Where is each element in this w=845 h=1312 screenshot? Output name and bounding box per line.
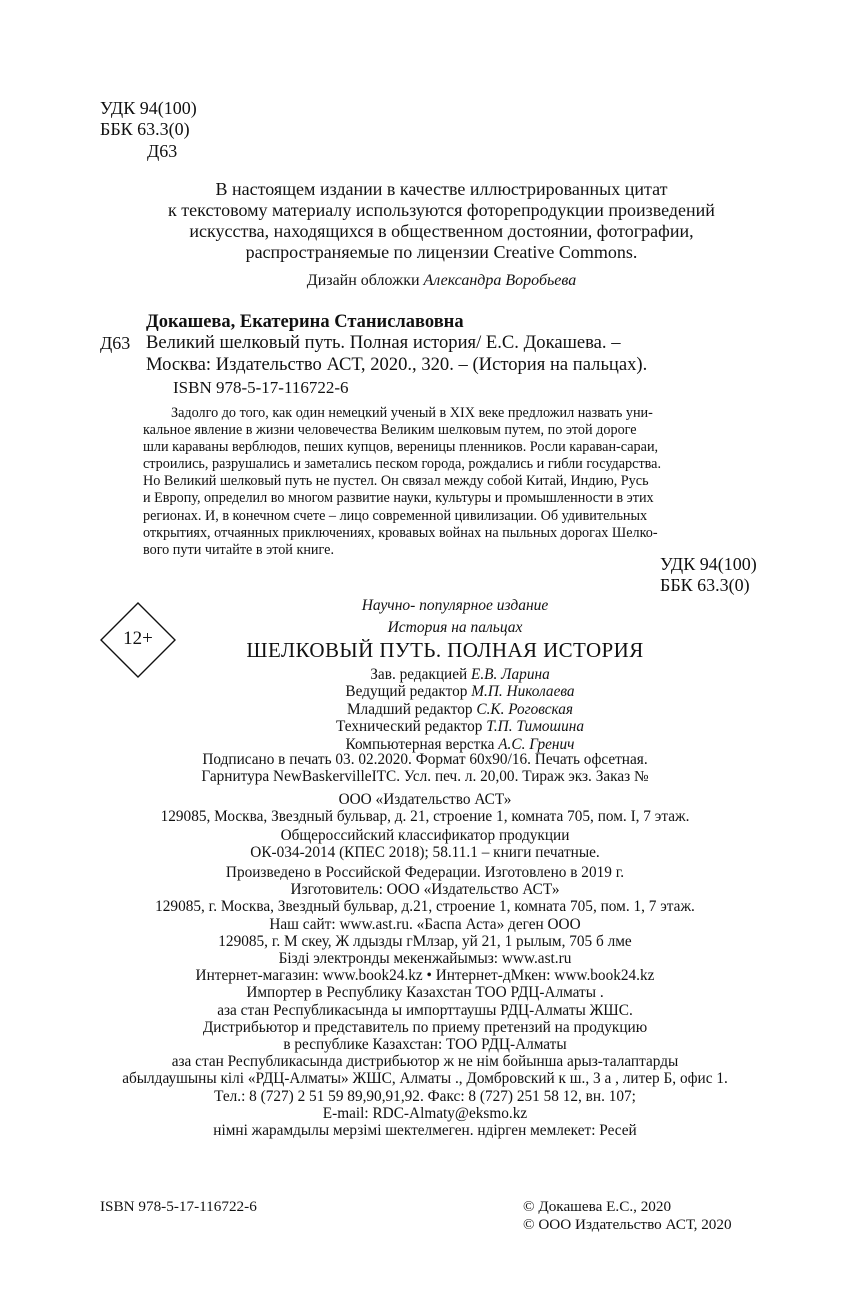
annotation-line: вого пути читайте в этой книге. xyxy=(143,541,334,558)
illustration-notice xyxy=(100,179,783,263)
notice-line: распространяемые по лицензии Creative Commons. xyxy=(245,242,638,262)
annotation-line: регионах. И, в конечном счете – лицо современной цивилизации. Об удивительных xyxy=(143,507,648,524)
annotation-line: Но Великий шелковый путь не пустел. Он связал между собой Китай, Индию, Русь xyxy=(143,473,649,490)
age-rating-text: 12+ xyxy=(123,628,153,649)
credit-role: Компьютерная верстка xyxy=(345,735,495,753)
manufacture-line: в республике Казахстан: ТОО РДЦ-Алматы xyxy=(283,1036,567,1054)
bbk-code-right: ББК 63.3(0) xyxy=(660,575,750,595)
footer-isbn: ISBN 978-5-17-116722-6 xyxy=(100,1198,257,1215)
credit-role: Ведущий редактор xyxy=(345,683,468,701)
annotation-line: Задолго до того, как один немецкий ученый в XIX веке предложил назвать уни- xyxy=(171,405,653,421)
publisher-info xyxy=(80,791,770,825)
manufacture-line: Изготовитель: ООО «Издательство АСТ» xyxy=(290,881,560,899)
catalog-publisher-line: Москва: Издательство АСТ, 2020., 320. – (История на пальцах). xyxy=(146,354,648,375)
annotation-line: и Европу, определил во многом развитие науки, культуры и промышленности в этих xyxy=(143,490,654,507)
manufacture-line: 129085, г. Москва, Звездный бульвар, д.21, строение 1, комната 705, пом. 1, 7 этаж. xyxy=(155,898,695,916)
manufacture-line: 129085, г. М скеу, Ж лдызды гМлзар, уй 21, 1 рылым, 705 б лме xyxy=(218,932,632,950)
classifier-info-line: Общероссийский классификатор продукции xyxy=(280,827,570,844)
publisher-info-line: 129085, Москва, Звездный бульвар, д. 21, строение 1, комната 705, пом. I, 7 этаж. xyxy=(160,808,690,826)
footer-copyright-publisher: © ООО Издательство АСТ, 2020 xyxy=(523,1216,732,1233)
notice-line: В настоящем издании в качестве иллюстрированных цитат xyxy=(215,179,668,199)
catalog-author: Докашева, Екатерина Станиславовна xyxy=(146,312,464,332)
author-mark: Д63 xyxy=(147,141,178,161)
cover-design-credit xyxy=(100,271,783,291)
bbk-code: ББК 63.3(0) xyxy=(100,119,190,139)
annotation-line: кальное явление в жизни человечества Великим шелковым путем, по этой дороге xyxy=(143,422,637,439)
credit-name: С.К. Роговская xyxy=(476,700,574,718)
udk-code: УДК 94(100) xyxy=(100,98,197,118)
credit-name: Т.П. Тимошина xyxy=(486,718,584,736)
classifier-info-line: ОК-034-2014 (КПЕС 2018); 58.11.1 – книги печатные. xyxy=(250,844,600,862)
manufacture-line: абылдаушыны кілі «РДЦ-Алматы» ЖШС, Алматы ., Домбровский к ш., 3 а , литер Б, офис 1. xyxy=(122,1070,728,1088)
annotation-line: шли караваны верблюдов, пеших купцов, вереницы пленников. Росли караван-сараи, xyxy=(143,439,659,456)
manufacture-line: Наш сайт: www.ast.ru. «Баспа Аста» деген ООО xyxy=(269,915,581,933)
manufacture-line: Тел.: 8 (727) 2 51 59 89,90,91,92. Факс: 8 (727) 251 58 12, вн. 107; xyxy=(214,1087,636,1105)
credit-name: Е.В. Ларина xyxy=(471,666,550,683)
manufacture-info xyxy=(80,864,770,1139)
series-label: История на пальцах xyxy=(387,619,523,636)
credit-row xyxy=(200,666,720,683)
catalog-mark: Д63 xyxy=(100,333,131,353)
credit-row xyxy=(200,701,720,718)
cover-design-label: Дизайн обложки xyxy=(306,272,420,289)
udk-code-right: УДК 94(100) xyxy=(660,554,757,574)
manufacture-line: Импортер в Республику Казахстан ТОО РДЦ-Алматы . xyxy=(246,984,604,1002)
credit-name: А.С. Гренич xyxy=(498,735,575,753)
manufacture-line: аза стан Республикасында ы импорттаушы РДЦ-Алматы ЖШС. xyxy=(217,1001,633,1019)
credit-name: М.П. Николаева xyxy=(471,683,575,701)
annotation-line: открытиях, отчаянных приключениях, кровавых войнах на пыльных дорогах Шелко- xyxy=(143,524,658,541)
print-info-line: Гарнитура NewBaskervilleITC. Усл. печ. л. 20,00. Тираж экз. Заказ № xyxy=(201,768,649,786)
cover-design-name: Александра Воробьева xyxy=(423,272,577,289)
manufacture-line: E-mail: RDC-Almaty@eksmo.kz xyxy=(322,1104,528,1122)
footer-copyright-author: © Докашева Е.С., 2020 xyxy=(523,1198,672,1215)
credit-row xyxy=(200,683,720,700)
manufacture-line: німні жарамдылы мерзімі шектелмеген. ндірген мемлекет: Ресей xyxy=(213,1122,637,1140)
print-info xyxy=(80,751,770,785)
publisher-info-line: ООО «Издательство АСТ» xyxy=(338,791,512,808)
notice-line: к текстовому материалу используются фоторепродукции произведений xyxy=(168,200,715,220)
annotation-paragraph xyxy=(143,405,783,559)
manufacture-line: Дистрибьютор и представитель по приему претензий на продукцию xyxy=(202,1018,648,1036)
catalog-title-line: Великий шелковый путь. Полная история/ Е.С. Докашева. – xyxy=(146,332,621,353)
credit-role: Технический редактор xyxy=(335,718,483,736)
classifier-info xyxy=(80,827,770,861)
credit-row xyxy=(200,718,720,735)
manufacture-line: аза стан Республикасында дистрибьютор ж не нім бойынша арыз-талаптарды xyxy=(171,1053,679,1071)
manufacture-line: Произведено в Российской Федерации. Изготовлено в 2019 г. xyxy=(225,864,625,881)
manufacture-line: Интернет-магазин: www.book24.kz • Интернет-дМкен: www.book24.kz xyxy=(195,967,655,985)
book-title: ШЕЛКОВЫЙ ПУТЬ. ПОЛНАЯ ИСТОРИЯ xyxy=(246,638,644,662)
catalog-isbn: ISBN 978-5-17-116722-6 xyxy=(173,378,349,397)
credit-role: Младший редактор xyxy=(346,700,473,718)
editorial-credits xyxy=(200,666,720,753)
notice-line: искусства, находящихся в общественном достоянии, фотографии, xyxy=(189,221,694,241)
manufacture-line: Бізді электронды мекенжайымыз: www.ast.ru xyxy=(278,950,572,968)
credit-role: Зав. редакцией xyxy=(370,666,468,683)
genre-label: Научно- популярное издание xyxy=(361,597,549,614)
annotation-line: строились, разрушались и заметались песком города, рождались и гибли государства. xyxy=(143,456,662,473)
print-info-line: Подписано в печать 03. 02.2020. Формат 60х90/16. Печать офсетная. xyxy=(202,751,648,768)
